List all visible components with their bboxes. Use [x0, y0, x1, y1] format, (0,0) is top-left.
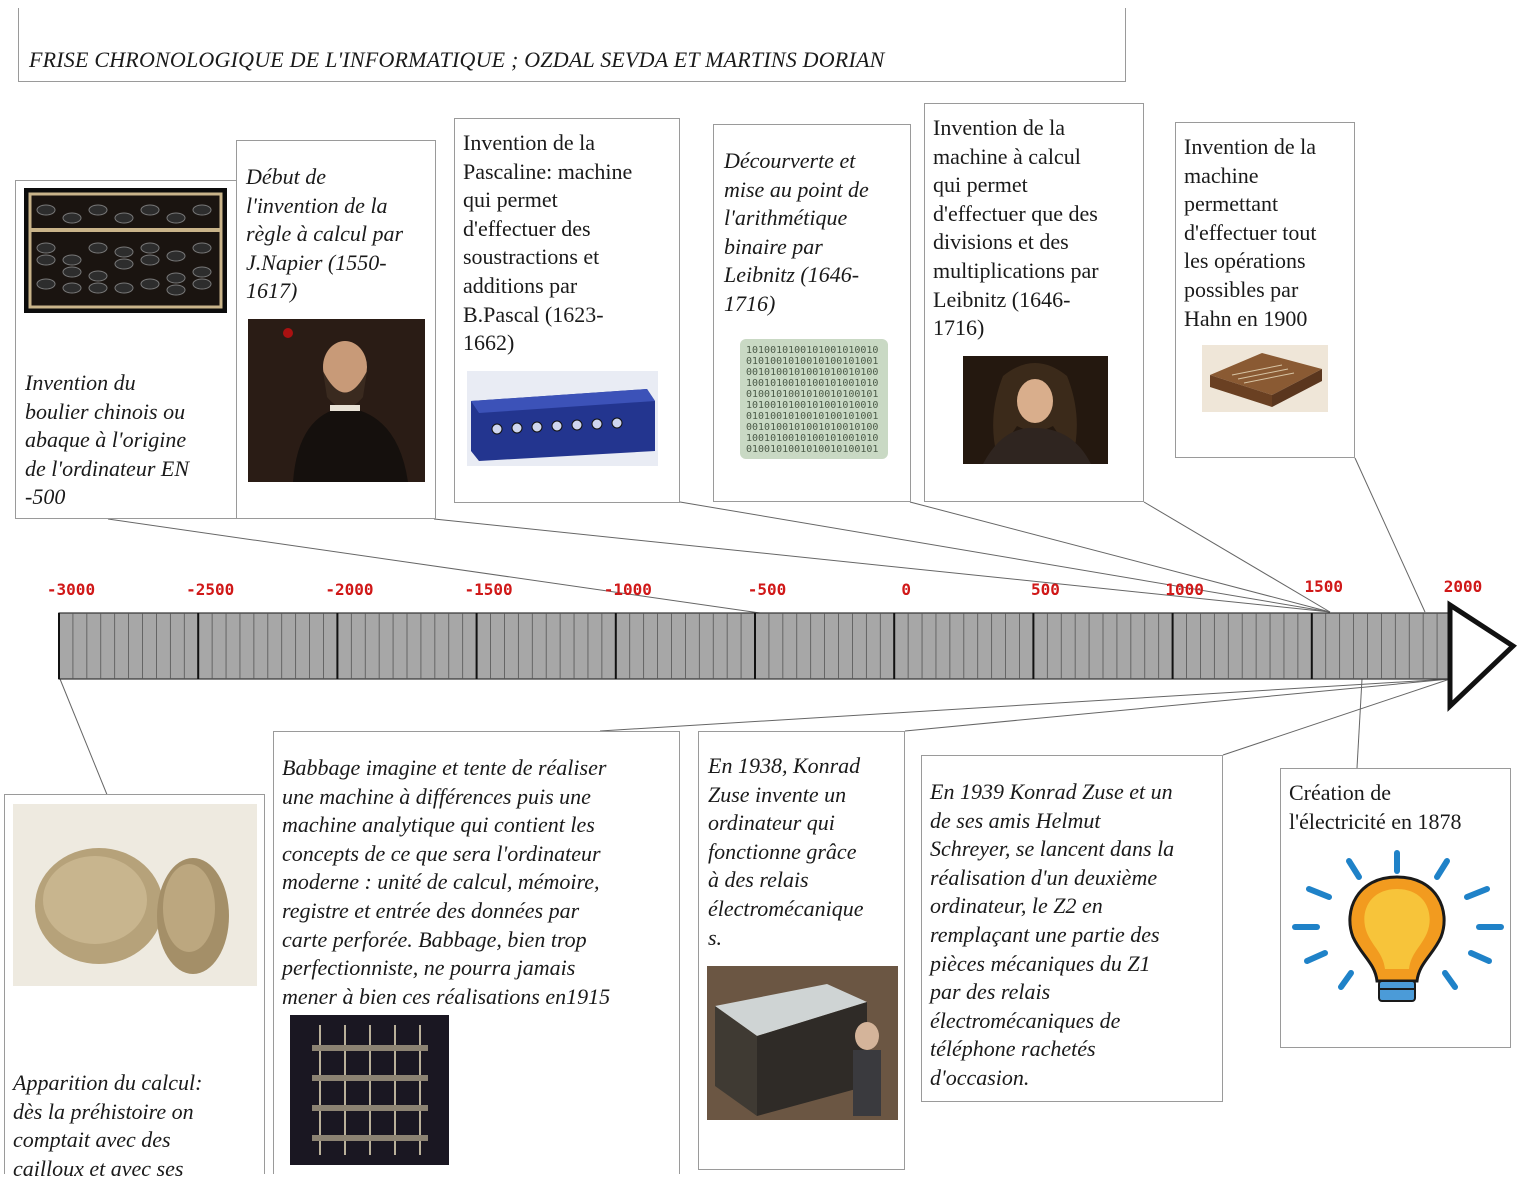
- binary-row: 1010010100101001010010: [746, 345, 879, 356]
- connector-line: [910, 502, 1330, 612]
- binary-row: 1001010010100101001010: [746, 433, 879, 444]
- event-text: Babbage imagine et tente de réaliser une machine à différences puis une machine analytique qui contient les concepts de ce que sera l'ordinateur moderne : unité de calcul, mémoire, registre et entrée des données par carte perforée. Babbage, bien trop perfectionniste, ne pourra jamais mener à bien ces réalisations en1915: [282, 755, 611, 1009]
- tick-label: 1000: [1165, 580, 1204, 599]
- event-text: Invention de la Pascaline: machine qui permet d'effectuer des soustractions et additions par B.Pascal (1623- 1662): [463, 130, 633, 356]
- connector-line: [905, 679, 1450, 731]
- event-box-binary: [713, 124, 911, 502]
- event-text: Création de l'électricité en 1878: [1289, 780, 1462, 834]
- event-text: En 1939 Konrad Zuse et un de ses amis Helmut Schreyer, se lancent dans la réalisation d'un deuxième ordinateur, le Z2 en remplaçant une partie des pièces mécaniques du Z1 par des relais électromécaniques de téléphone rachetés d'occasion.: [930, 779, 1175, 1090]
- event-text: Apparition du calcul: dès la préhistoire on comptait avec des cailloux et avec ses: [13, 1070, 203, 1181]
- event-text: Invention de la machine permettant d'effectuer tout les opérations possibles par Hahn en 1900: [1184, 134, 1317, 331]
- tick-label: -2500: [186, 580, 235, 599]
- light-bulb-icon: [1287, 849, 1509, 1009]
- connector-line: [60, 679, 110, 802]
- tick-label: 500: [1030, 580, 1060, 599]
- event-box-pascaline: [454, 118, 680, 503]
- event-box-hahn: [1175, 122, 1355, 458]
- hahn-machine-image: [1202, 345, 1328, 412]
- binary-code-image: [740, 339, 888, 459]
- event-box-napier: [236, 140, 436, 519]
- tick-label: -500: [747, 580, 787, 599]
- abacus-image: [24, 188, 227, 313]
- connector-line: [1355, 458, 1425, 612]
- tick-label: -1000: [603, 580, 652, 599]
- timeline-arrow-icon: [1450, 605, 1513, 706]
- tick-label: 0: [901, 580, 912, 599]
- tick-label: -2000: [325, 580, 374, 599]
- event-text: Invention de la machine à calcul qui permet d'effectuer que des divisions et des multiplications par Leibnitz (1646- 1716): [933, 115, 1099, 341]
- binary-row: 1010010100101001010010: [746, 400, 879, 411]
- zuse-computer-image: [707, 966, 898, 1120]
- event-box-abacus: [15, 180, 237, 519]
- event-box-babbage: [273, 731, 680, 1174]
- event-box-zuse-1938: [698, 731, 905, 1170]
- napier-portrait-image: [248, 319, 425, 482]
- page-title: FRISE CHRONOLOGIQUE DE L'INFORMATIQUE ; OZDAL SEVDA ET MARTINS DORIAN: [29, 47, 885, 72]
- binary-row: 0010100101001010010100: [746, 367, 879, 378]
- tick-label: -3000: [46, 580, 96, 599]
- tick-label: 1500: [1304, 577, 1344, 596]
- pascaline-image: [467, 371, 658, 466]
- binary-row: 0010100101001010010100: [746, 422, 879, 433]
- event-box-pebbles: [4, 794, 265, 1181]
- binary-row: 1001010010100101001010: [746, 378, 879, 389]
- event-text: En 1938, Konrad Zuse invente un ordinateur qui fonctionne grâce à des relais électromécanique s.: [708, 753, 864, 950]
- connector-line: [1357, 679, 1362, 768]
- difference-engine-image: [290, 1015, 449, 1165]
- event-box-zuse-1939: [921, 755, 1223, 1102]
- binary-row: 0100101001010010100101: [746, 444, 879, 455]
- binary-row: 0100101001010010100101: [746, 389, 879, 400]
- binary-row: 0101001010010100101001: [746, 411, 879, 422]
- tick-label: 2000: [1443, 577, 1483, 596]
- event-text: Début de l'invention de la règle à calcul par J.Napier (1550- 1617): [246, 164, 404, 304]
- event-text: Décourverte et mise au point de l'arithmétique binaire par Leibnitz (1646- 1716): [724, 148, 869, 316]
- event-text: Invention du boulier chinois ou abaque à l'origine de l'ordinateur EN -500: [25, 370, 189, 510]
- tick-label: -1500: [464, 580, 513, 599]
- pebbles-image: [13, 804, 257, 986]
- leibniz-portrait-image: [963, 356, 1108, 464]
- binary-row: 0101001010010100101001: [746, 356, 879, 367]
- event-box-electricity: [1280, 768, 1511, 1048]
- event-box-leibniz: [924, 103, 1144, 502]
- connector-line: [600, 679, 1450, 731]
